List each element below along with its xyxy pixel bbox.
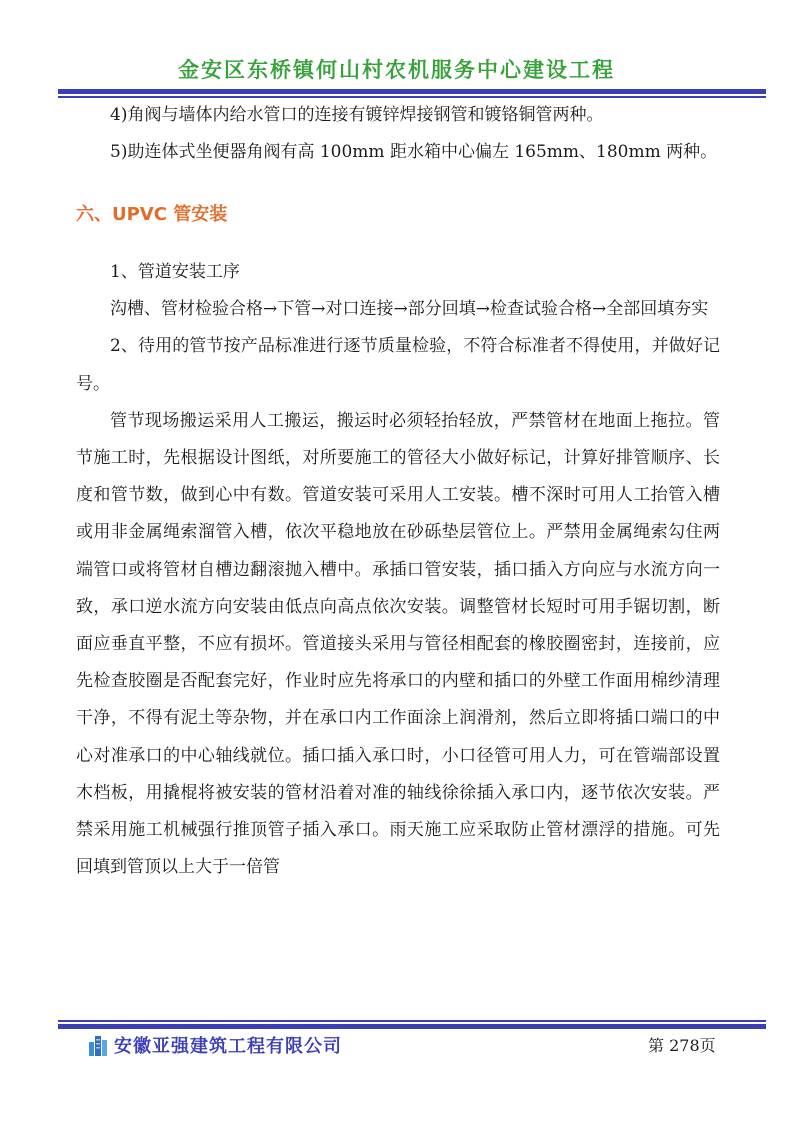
paragraph: 2、待用的管节按产品标准进行逐节质量检验，不符合标准者不得使用，并做好记号。 <box>76 336 720 394</box>
list-item: 5)助连体式坐便器角阀有高 100mm 距水箱中心偏左 165mm、180mm 两种。 <box>110 142 718 163</box>
page-number: 第 278页 <box>648 1036 716 1055</box>
section-body <box>76 254 720 886</box>
building-logo-icon <box>88 1034 108 1056</box>
footer-rule-thin <box>58 1020 766 1022</box>
company-name: 安徽亚强建筑工程有限公司 <box>114 1036 342 1057</box>
footer-company <box>88 1032 342 1058</box>
paragraph: 1、管道安装工序 <box>110 262 240 282</box>
section-heading: 六、UPVC 管安装 <box>76 204 228 225</box>
paragraph: 沟槽、管材检验合格→下管→对口连接→部分回填→检查试验合格→全部回填夯实 <box>110 299 709 320</box>
paragraph: 管节现场搬运采用人工搬运，搬运时必须轻抬轻放，严禁管材在地面上拖拉。管节施工时，先根据设计图纸，对所要施工的管径大小做好标记，计算好排管顺序、长度和管节数，做到心中有数。管道安装可采用人工安装。槽不深时可用人工抬管入槽或用非金属绳索溜管入槽，依次平稳地放在砂砾垫层管位上。严禁用金属绳索勾住两端管口或将管材自槽边翻滚抛入槽中。承插口管安装，插口插入方向应与水流方向一致，承口逆水流方向安装由低点向高点依次安装。调整管材长短时可用手锯切割，断面应垂直平整，不应有损坏。管道接头采用与管径相配套的橡胶圈密封，连接前，应先检查胶圈是否配套完好，作业时应先将承口的内壁和插口的外壁工作面用棉纱清理干净，不得有泥土等杂物，并在承口内工作面涂上润滑剂，然后立即将插口端口的中心对准承口的中心轴线就位。插口插入承口时，小口径管可用人力，可在管端部设置木档板，用撬棍将被安装的管材沿着对准的轴线徐徐插入承口内，逐节依次安装。严禁采用施工机械强行推顶管子插入承口。雨天施工应采取防止管材漂浮的措施。可先回填到管顶以上大于一倍管 <box>76 410 720 878</box>
top-items <box>76 97 720 171</box>
page-header-title: 金安区东桥镇何山村农机服务中心建设工程 <box>178 57 615 82</box>
list-item: 4)角阀与墙体内给水管口的连接有镀锌焊接钢管和镀铬铜管两种。 <box>110 105 604 125</box>
header-rule-thick <box>58 89 766 94</box>
footer-rule-thick <box>58 1024 766 1029</box>
